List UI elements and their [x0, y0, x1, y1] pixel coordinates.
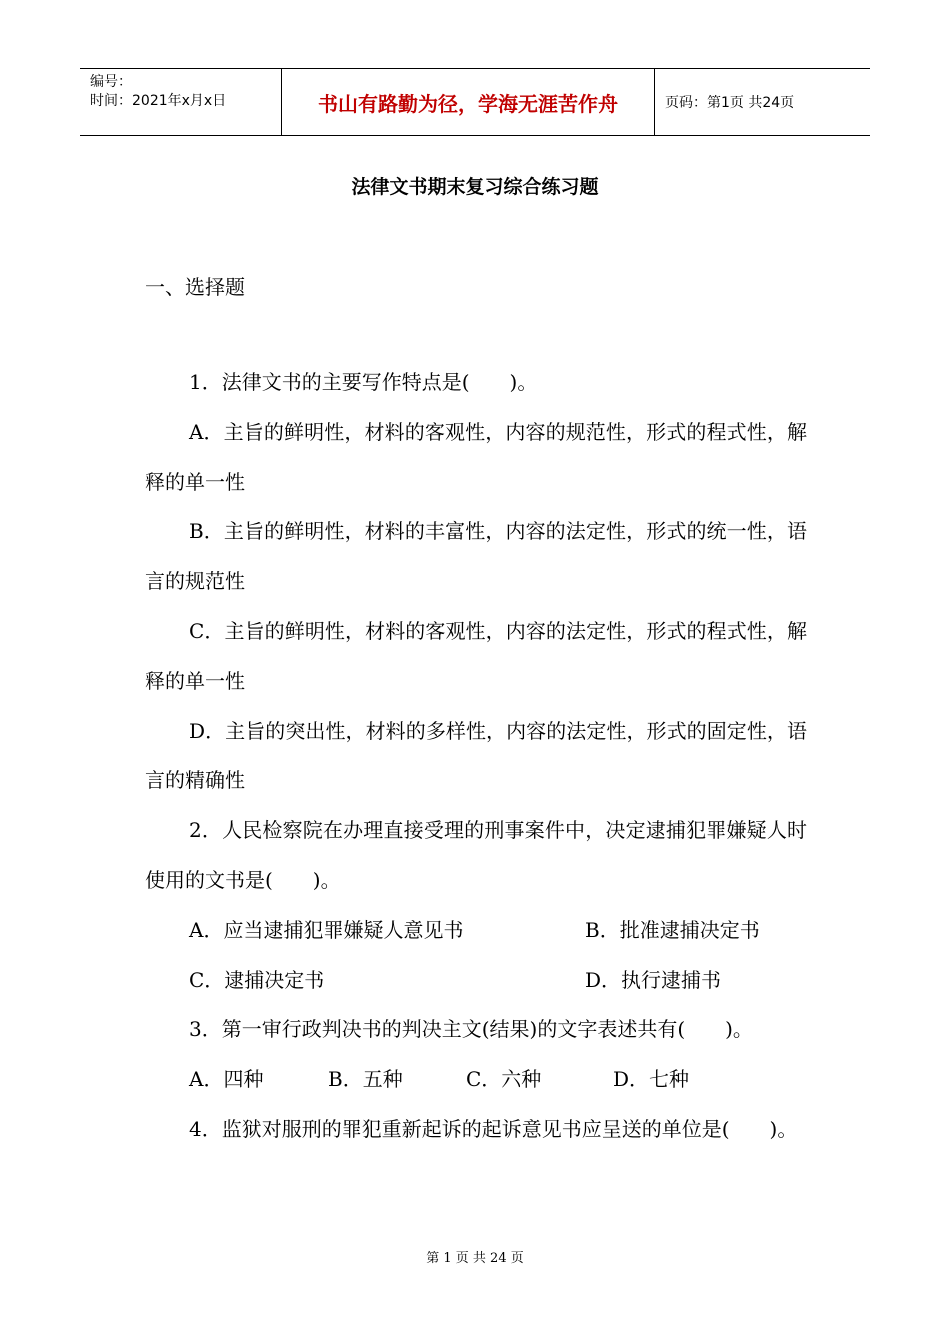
question-2-options-row-2 [145, 956, 807, 1006]
question-2-option-b: B．批准逮捕决定书 [585, 917, 760, 942]
question-1-option-d: D．主旨的突出性，材料的多样性，内容的法定性，形式的固定性，语言的精确性 [145, 718, 807, 793]
document-header [80, 68, 870, 136]
document-title: 法律文书期末复习综合练习题 [351, 176, 599, 198]
page-footer: 第 1 页 共 24 页 [426, 1251, 524, 1266]
number-label: 编号： [90, 74, 132, 90]
question-3-stem: 3．第一审行政判决书的判决主文(结果)的文字表述共有( )。 [189, 1017, 753, 1042]
section-title: 一、选择题 [145, 275, 245, 299]
question-1-stem: 1．法律文书的主要写作特点是( )。 [189, 370, 538, 394]
question-2-options-row-1 [145, 906, 807, 956]
question-list [145, 358, 807, 1155]
question-2-option-a: A．应当逮捕犯罪嫌疑人意见书 [189, 917, 464, 942]
question-1-option-a: A．主旨的鲜明性，材料的客观性，内容的规范性，形式的程式性，解释的单一性 [145, 419, 807, 494]
question-1-option-b: B．主旨的鲜明性，材料的丰富性，内容的法定性，形式的统一性，语言的规范性 [145, 519, 807, 594]
question-4-stem: 4．监狱对服刑的罪犯重新起诉的起诉意见书应呈送的单位是( )。 [189, 1116, 798, 1141]
question-3-option-d: D．七种 [613, 1067, 690, 1092]
question-2-option-d: D．执行逮捕书 [585, 967, 722, 992]
question-1-option-c: C．主旨的鲜明性，材料的客观性，内容的法定性，形式的程式性，解释的单一性 [145, 618, 807, 693]
question-2-option-c: C．逮捕决定书 [189, 967, 325, 992]
question-3-option-a: A．四种 [189, 1067, 264, 1092]
header-page-info: 页码：第1页 共24页 [665, 95, 795, 111]
question-3-option-b: B．五种 [328, 1067, 403, 1092]
question-3-option-c: C．六种 [466, 1067, 542, 1092]
header-motto: 书山有路勤为径，学海无涯苦作舟 [282, 69, 655, 135]
date-label: 时间：2021年x月x日 [90, 93, 227, 109]
question-2-stem: 2．人民检察院在办理直接受理的刑事案件中，决定逮捕犯罪嫌疑人时使用的文书是( )。 [145, 818, 807, 892]
header-meta [80, 69, 282, 135]
question-3-options [145, 1055, 807, 1105]
